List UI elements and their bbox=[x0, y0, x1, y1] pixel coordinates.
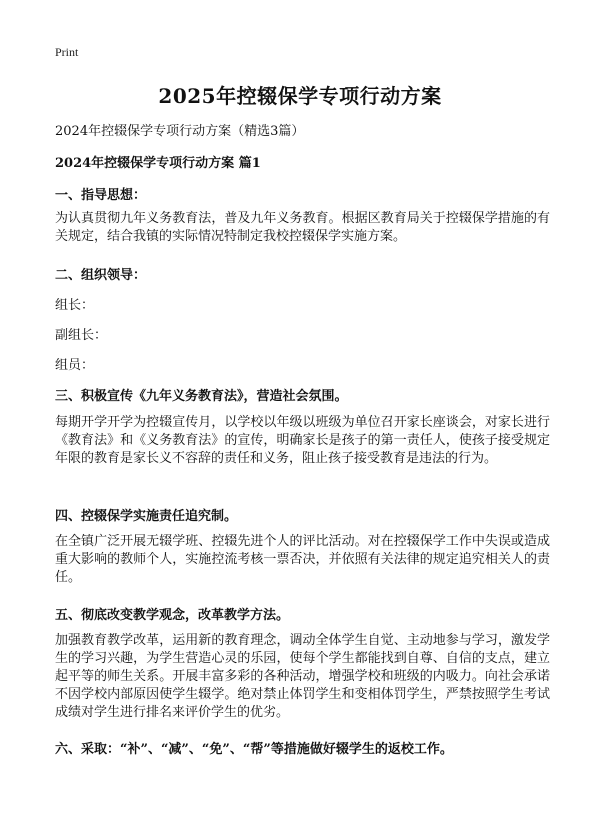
page-title: 2025年控辍保学专项行动方案 bbox=[158, 84, 442, 108]
section-heading-5: 五、彻底改变教学观念，改革教学方法。 bbox=[55, 608, 290, 623]
section-body-3: 每期开学开学为控辍宣传月，以学校以年级以班级为单位召开家长座谈会，对家长进行《教育法》和《义务教育法》的宣传，明确家长是孩子的第一责任人，使孩子接受规定年限的教育是家长义不容辞的责任和义务，阻止孩子接受教育是违法的行为。 bbox=[55, 415, 550, 466]
section-heading-6: 六、采取：“补”、“减”、“免”、“帮”等措施做好辍学生的返校工作。 bbox=[55, 742, 453, 757]
section-heading-3: 三、积极宣传《九年义务教育法》，营造社会氛围。 bbox=[55, 389, 348, 404]
part-heading: 2024年控辍保学专项行动方案 篇1 bbox=[55, 156, 261, 171]
section-body-1: 为认真贯彻九年义务教育法，普及九年义务教育。根据区教育局关于控辍保学措施的有关规定，结合我镇的实际情况特制定我校控辍保学实施方案。 bbox=[55, 211, 550, 244]
section-body-5: 加强教育教学改革，运用新的教育理念，调动全体学生自觉、主动地参与学习，激发学生的学习兴趣，为学生营造心灵的乐园，使每个学生都能找到自尊、自信的支点，建立起平等的师生关系。开展丰富多彩的各种活动，增强学校和班级的内吸力。向社会承诺不因学校内部原因使学生辍学。绝对禁止体罚学生和变相体罚学生，严禁按照学生考试成绩对学生进行排名来评价学生的优劣。 bbox=[55, 633, 550, 720]
section-heading-4: 四、控辍保学实施责任追究制。 bbox=[55, 509, 238, 524]
section-heading-1: 一、指导思想： bbox=[55, 188, 147, 203]
deputy-leader-line: 副组长： bbox=[55, 328, 108, 343]
team-members-line: 组员： bbox=[55, 358, 95, 373]
section-heading-2: 二、组织领导： bbox=[55, 268, 147, 283]
print-link[interactable]: Print bbox=[55, 45, 79, 59]
document-subtitle: 2024年控辍保学专项行动方案（精选3篇） bbox=[55, 124, 305, 139]
team-leader-line: 组长： bbox=[55, 298, 95, 313]
section-body-4: 在全镇广泛开展无辍学班、控辍先进个人的评比活动。对在控辍保学工作中失误或造成重大影响的教师个人，实施控流考核一票否决，并依照有关法律的规定追究相关人的责任。 bbox=[55, 534, 550, 585]
